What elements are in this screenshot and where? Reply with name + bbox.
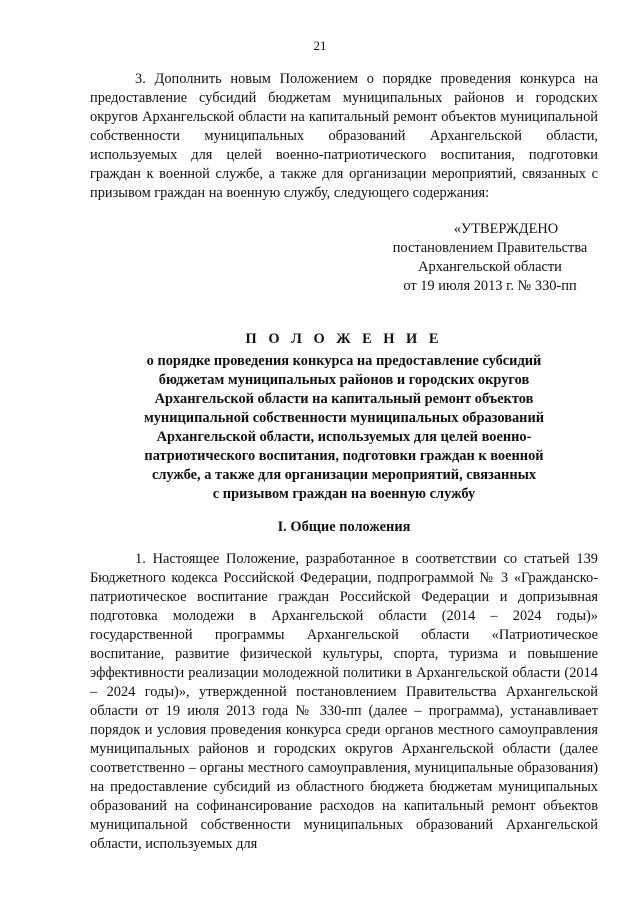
section-body [90,550,598,854]
title-line: бюджетам муниципальных районов и городских округов [158,372,530,388]
intro-section [90,70,598,203]
title-line: патриотического воспитания, подготовки граждан к военной [144,448,544,464]
page-number: 21 [313,38,327,53]
approval-line: от 19 июля 2013 г. № 330-пп [403,278,577,294]
intro-paragraph: 3. Дополнить новым Положением о порядке проведения конкурса на предоставление субсидий бюджетам муниципальных районов и городских округов Архангельской области на капитальный ремонт объектов муниципальной собственности муниципальных образований Архангельской области, используемых для целей военно-патриотического воспитания, подготовки граждан к военной службе, а также для организации мероприятий, связанных с призывом граждан на военную службу, следующего содержания: [90,71,598,201]
title-line: с призывом граждан на военную службу [212,486,476,502]
approval-stamp [385,220,595,296]
title-line: Архангельской области, используемых для целей военно- [156,429,532,445]
title-line: службе, а также для организации мероприятий, связанных [151,467,537,483]
section-paragraph: 1. Настоящее Положение, разработанное в соответствии со статьей 139 Бюджетного кодекса Российской Федерации, подпрограммой № 3 «Гражданско-патриотическое воспитание граждан Российской Федерации и допризывная подготовка молодежи в Архангельской области (2014 – 2024 годы)» государственной программы Архангельской области «Патриотическое воспитание, развитие физической культуры, спорта, туризма и повышение эффективности реализации молодежной политики в Архангельской области (2014 – 2024 годы)», утвержденной постановлением Правительства Архангельской области от 19 июля 2013 года № 330-пп (далее – программа), устанавливает порядок и условия проведения конкурса среди органов местного самоуправления муниципальных районов и городских округов Архангельской области (далее соответственно – органы местного самоуправления, муниципальные образования) на предоставление субсидий из областного бюджета бюджетам муниципальных образований на софинансирование расходов на капитальный ремонт объектов муниципальной собственности муниципальных образований Архангельской области, используемых для [90,551,598,852]
title-line: муниципальной собственности муниципальных образований [143,410,545,426]
approval-line: Архангельской области [418,259,562,275]
document-title [90,330,598,504]
title-line: Архангельской области на капитальный ремонт объектов [154,391,534,407]
title-line: о порядке проведения конкурса на предоставление субсидий [146,353,542,369]
approval-line: постановлением Правительства [392,240,588,256]
section-heading: I. Общие положения [277,519,411,535]
title-word: П О Л О Ж Е Н И Е [245,331,443,347]
approval-line: «УТВЕРЖДЕНО [453,221,559,237]
